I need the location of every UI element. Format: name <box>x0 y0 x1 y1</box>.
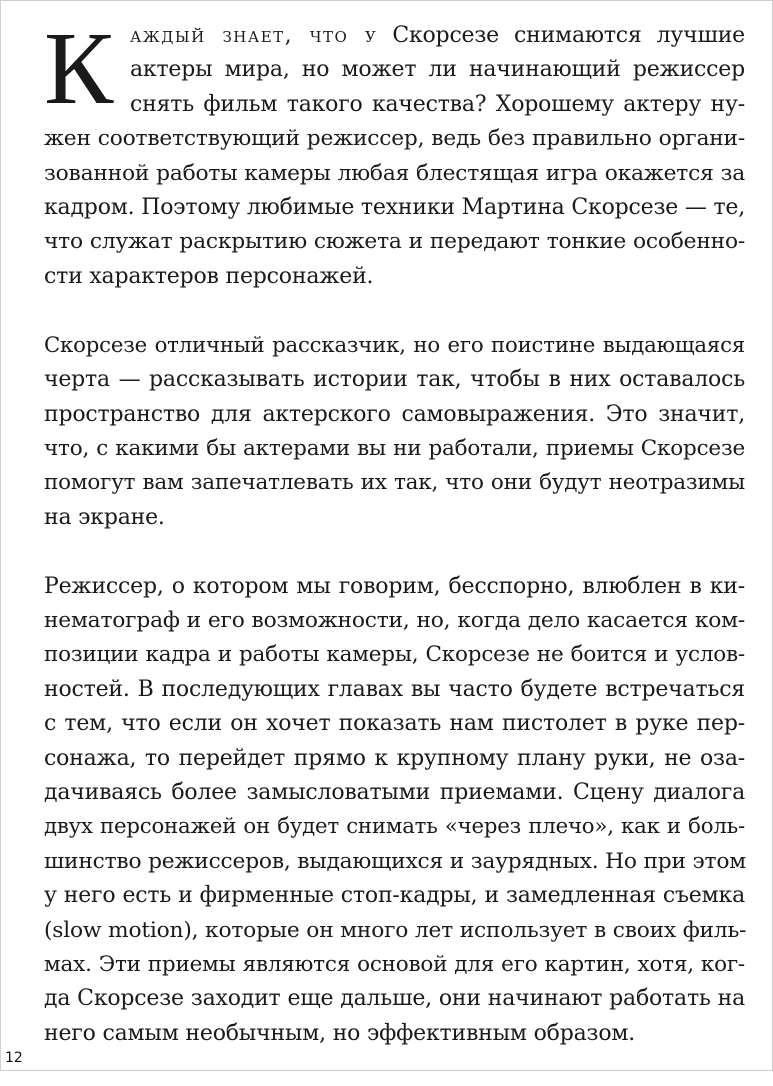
text-line: на экране. <box>44 504 165 530</box>
text-line: да Скорсезе заходит еще дальше, они начинают работать на <box>44 986 745 1012</box>
drop-cap-letter: К <box>44 11 114 126</box>
page-body <box>44 11 747 1086</box>
text-line: мах. Эти приемы являются основой для его картин, хотя, ког- <box>44 951 745 977</box>
text-line <box>44 19 745 53</box>
text-line: пространство для актерского самовыражения. Это значит, <box>44 401 745 427</box>
line-remainder: Скорсезе снимаются лучшие <box>377 23 745 48</box>
text-line: двух персонажей он будет снимать «через плечо», как и боль- <box>44 814 745 840</box>
paragraph-1 <box>44 11 746 294</box>
text-line: сти характеров персонажей. <box>44 263 374 289</box>
text-line: помогут вам запечатлевать их так, что они будут неотразимы <box>44 470 745 496</box>
text-line: сонажа, то перейдет прямо к крупному плану руки, не оза- <box>44 745 745 771</box>
page-number: 12 <box>5 1050 23 1066</box>
text-line: снять фильм такого качества? Хорошему актеру ну- <box>130 91 745 117</box>
text-line: шинство режиссеров, выдающихся и заурядных. Но при этом <box>44 848 746 874</box>
text-line: Режиссер, о котором мы говорим, бесспорно, влюблен в ки- <box>44 573 745 599</box>
text-line: жен соответствующий режиссер, ведь без правильно органи- <box>44 126 745 152</box>
text-line: нематограф и его возможности, но, когда дело касается ком- <box>44 608 745 634</box>
text-line: черта — рассказывать истории так, чтобы в них оставалось <box>44 367 745 393</box>
text-line: позиции кадра и работы камеры, Скорсезе не боится и услов- <box>44 642 745 668</box>
text-line: что служат раскрытию сюжета и передают тонкие особенно- <box>44 229 745 255</box>
text-line: что, с какими бы актерами вы ни работали, приемы Скорсезе <box>44 435 745 461</box>
small-caps-lead: аждый знает, что у <box>130 23 378 48</box>
text-line: актеры мира, но может ли начинающий режиссер <box>130 57 745 83</box>
text-line: Скорсезе отличный рассказчик, но его поистине выдающаяся <box>44 332 745 358</box>
text-line: у него есть и фирменные стоп-кадры, и замедленная съемка <box>44 883 745 909</box>
text-line: кадром. Поэтому любимые техники Мартина Скорсезе — те, <box>44 194 746 220</box>
text-line: с тем, что если он хочет показать нам пистолет в руке пер- <box>44 711 745 737</box>
text-line: (slow motion), которые он много лет использует в своих филь- <box>44 917 747 943</box>
text-line: дачиваясь более замысловатыми приемами. Сцену диалога <box>44 780 745 805</box>
paragraph-2 <box>44 329 745 535</box>
text-line: ностей. В последующих главах вы часто будете встречаться <box>44 676 745 702</box>
text-line: него самым необычным, но эффективным образом. <box>44 1020 636 1046</box>
text-line: зованной работы камеры любая блестящая игра окажется за <box>44 160 745 186</box>
paragraph-3 <box>44 570 745 1051</box>
